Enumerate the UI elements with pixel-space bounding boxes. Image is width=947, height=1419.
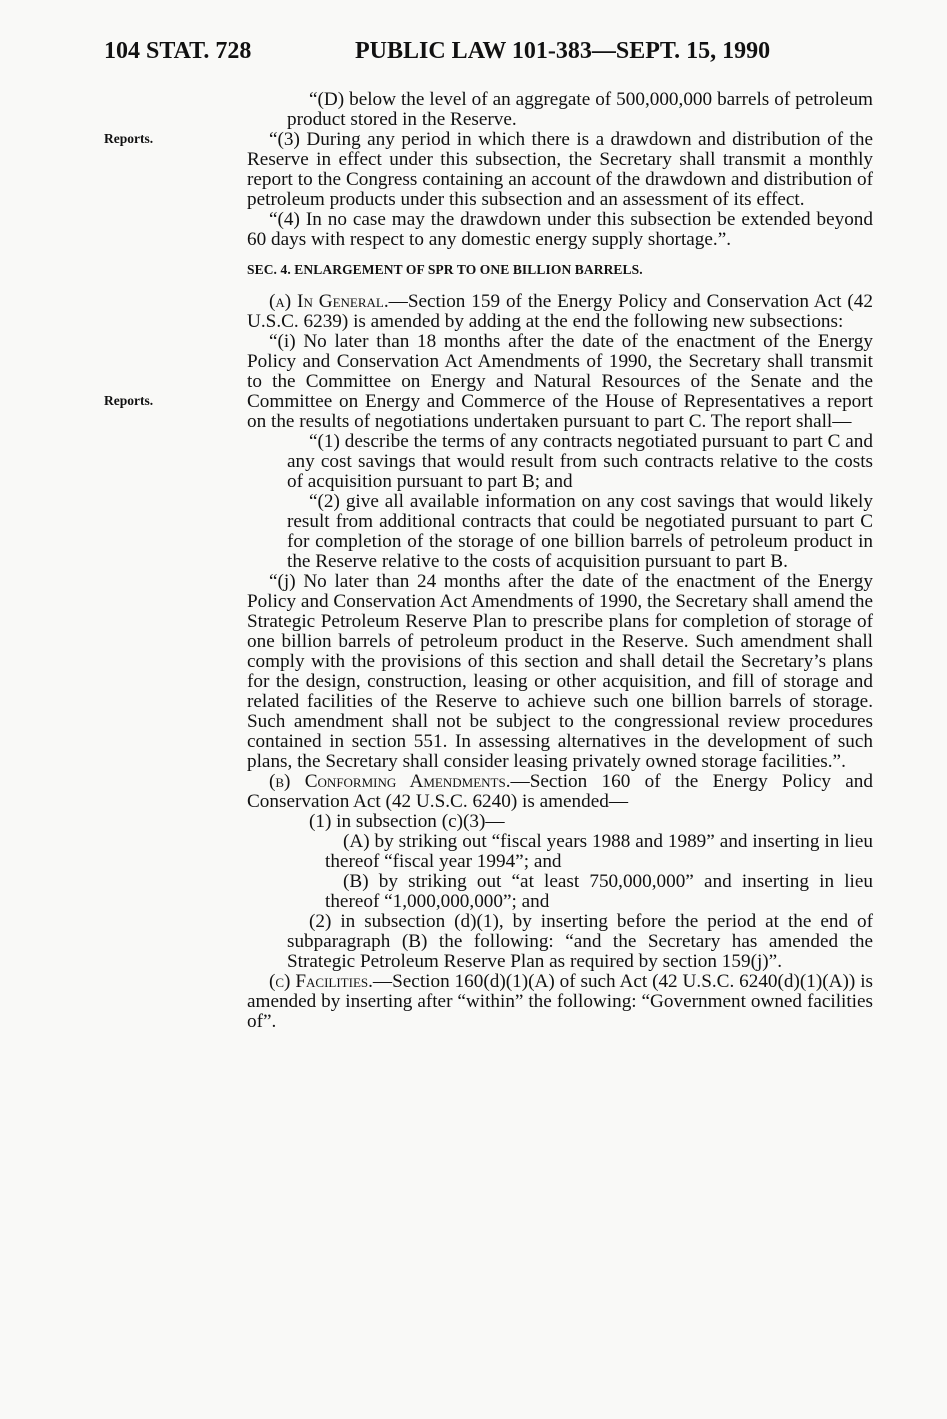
paragraph-4: “(4) In no case may the drawdown under this subsection be extended beyond 60 days with respect to any domestic energy supply shortage.”. <box>247 209 873 250</box>
subsection-c-text: —Section 160(d)(1)(A) of such Act (42 U.S.C. 6240(d)(1)(A)) is amended by inserting after “within” the following: “Government owned facilities of”. <box>247 971 873 1032</box>
subsection-a-label: (a) In General. <box>269 291 389 312</box>
paragraph-d: “(D) below the level of an aggregate of 500,000,000 barrels of petroleum product stored in the Reserve. <box>287 89 873 130</box>
paragraph-b-1: (1) in subsection (c)(3)— <box>309 811 505 832</box>
document-body <box>247 90 873 1032</box>
subsection-c <box>247 972 873 1032</box>
subsection-b-text: —Section 160 of the Energy Policy and Conservation Act (42 U.S.C. 6240) is amended— <box>247 771 873 812</box>
statute-page-number: 104 STAT. 728 <box>104 38 252 64</box>
subsection-a <box>247 292 873 332</box>
subsection-c-label: (c) Facilities. <box>269 971 373 992</box>
page-running-title: PUBLIC LAW 101-383—SEPT. 15, 1990 <box>355 38 771 64</box>
paragraph-b-1-a: (A) by striking out “fiscal years 1988 and 1989” and inserting in lieu thereof “fiscal year 1994”; and <box>325 831 873 872</box>
subsection-b-label: (b) Conforming Amendments. <box>269 771 511 792</box>
paragraph-b-1-b: (B) by striking out “at least 750,000,000” and inserting in lieu thereof “1,000,000,000”; and <box>325 871 873 912</box>
subsection-b <box>247 772 873 812</box>
paragraph-i: “(i) No later than 18 months after the date of the enactment of the Energy Policy and Conservation Act Amendments of 1990, the Secretary shall transmit to the Committee on Energy and Natural Resources of the Senate and the Committee on Energy and Commerce of the House of Representatives a report on the results of negotiations undertaken pursuant to part C. The report shall— <box>247 331 873 432</box>
margin-note-reports: Reports. <box>104 393 154 408</box>
paragraph-j: “(j) No later than 24 months after the date of the enactment of the Energy Policy and Conservation Act Amendments of 1990, the Secretary shall amend the Strategic Petroleum Reserve Plan to prescribe plans for completion of storage of one billion barrels of petroleum product in the Reserve. Such amendment shall comply with the provisions of this section and shall detail the Secretary’s plans for the design, construction, leasing or other acquisition, and fill of storage and related facilities of the Reserve to achieve such one billion barrels of storage. Such amendment shall not be subject to the congressional review procedures contained in section 551. In assessing alternatives in the development of such plans, the Secretary shall consider leasing privately owned storage facilities.”. <box>247 571 873 772</box>
paragraph-i-2: “(2) give all available information on any cost savings that would likely result from additional contracts that could be negotiated pursuant to part C for completion of the storage of one billion barrels of petroleum product in the Reserve relative to the costs of acquisition pursuant to part B. <box>287 491 873 572</box>
section-heading: SEC. 4. ENLARGEMENT OF SPR TO ONE BILLION BARRELS. <box>247 262 643 277</box>
paragraph-b-2: (2) in subsection (d)(1), by inserting before the period at the end of subparagraph (B) the following: “and the Secretary has amended the Strategic Petroleum Reserve Plan as required by section 159(j)”. <box>287 911 873 972</box>
margin-note-reports: Reports. <box>104 131 154 146</box>
subsection-a-text: —Section 159 of the Energy Policy and Conservation Act (42 U.S.C. 6239) is amended by adding at the end the following new subsections: <box>247 291 873 332</box>
paragraph-3: “(3) During any period in which there is a drawdown and distribution of the Reserve in effect under this subsection, the Secretary shall transmit a monthly report to the Congress containing an account of the drawdown and distribution of petroleum products under this subsection and an assessment of its effect. <box>247 129 873 210</box>
paragraph-i-1: “(1) describe the terms of any contracts negotiated pursuant to part C and any cost savings that would result from such contracts relative to the costs of acquisition pursuant to part B; and <box>287 431 873 492</box>
